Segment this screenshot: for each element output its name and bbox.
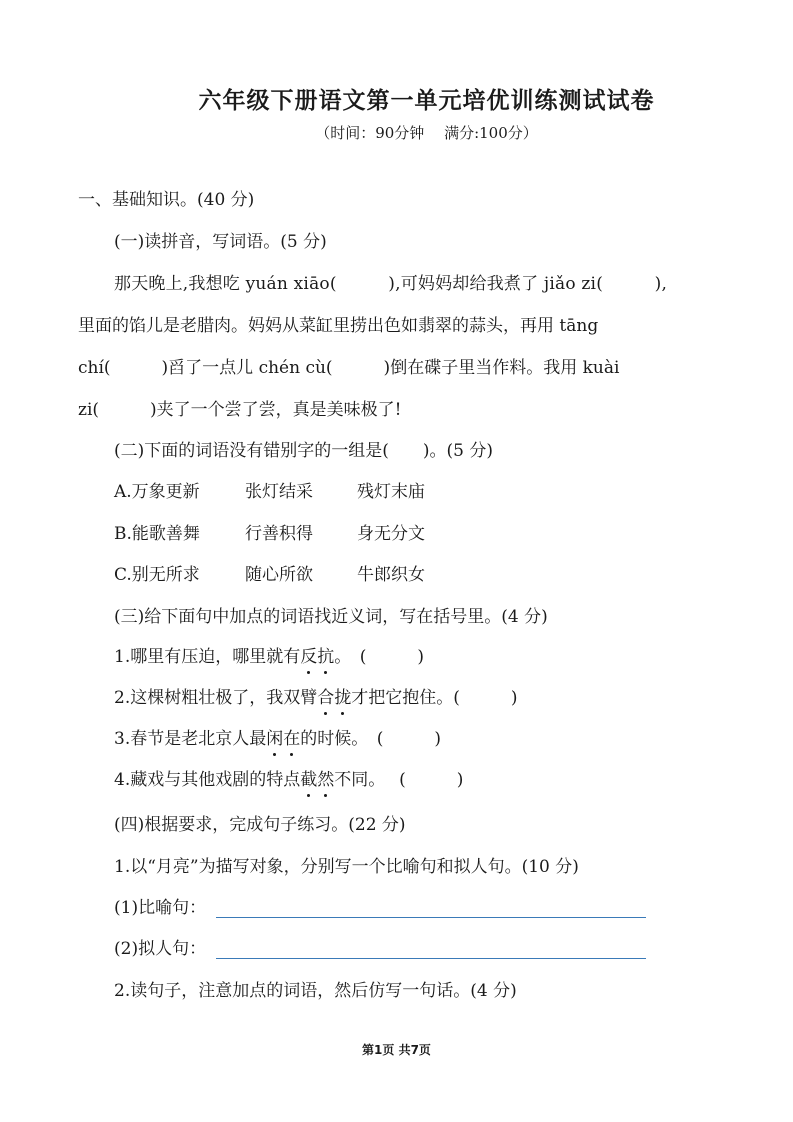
exam-subtitle: （时间：90分钟 满分:100分） [315, 124, 538, 142]
dotted-char: 截 [300, 770, 318, 790]
personification-answer-line[interactable] [216, 958, 646, 959]
section-heading: 一、基础知识。(40 分) [78, 190, 255, 210]
part3-item-2 [114, 686, 518, 710]
dotted-char: 合 [317, 688, 335, 708]
option-b-label: B.能歌善舞 [114, 524, 200, 544]
part3-item-3 [114, 727, 441, 751]
item-text: 的时候。 ( ) [300, 729, 441, 749]
part4-heading: (四)根据要求，完成句子练习。(22 分) [114, 815, 406, 835]
simile-label: (1)比喻句： [114, 898, 207, 918]
part1-line-2: 里面的馅儿是老腊肉。妈妈从菜缸里捞出色如翡翠的蒜头，再用 tāng [78, 316, 599, 336]
dotted-char: 抗 [317, 647, 335, 667]
option-b-word-3: 身无分文 [357, 524, 425, 544]
item-text: 不同。 ( ) [334, 770, 464, 790]
option-c-label: C.别无所求 [114, 565, 200, 585]
simile-answer-line[interactable] [216, 917, 646, 918]
item-text: 4.藏戏与其他戏剧的特点 [114, 770, 301, 790]
option-c-word-2: 随心所欲 [245, 565, 313, 585]
option-a-word-3: 残灯末庙 [357, 482, 425, 502]
part1-line-1: 那天晚上,我想吃 yuán xiāo( ),可妈妈却给我煮了 jiǎo zi( ), [114, 274, 668, 294]
item-text: 2.这棵树粗壮极了，我双臂 [114, 688, 318, 708]
part3-item-4 [114, 768, 463, 792]
item-text: 。 ( ) [334, 647, 424, 667]
dotted-word [300, 647, 334, 667]
part1-line-3: chí( )舀了一点儿 chén cù( )倒在碟子里当作料。我用 kuài [78, 358, 620, 378]
personification-label: (2)拟人句： [114, 939, 207, 959]
part1-heading: (一)读拼音，写词语。(5 分) [114, 232, 327, 252]
option-b-word-2: 行善积得 [245, 524, 313, 544]
part3-heading: (三)给下面句中加点的词语找近义词，写在括号里。(4 分) [114, 607, 548, 627]
option-a-word-2: 张灯结采 [245, 482, 313, 502]
dotted-word [317, 688, 351, 708]
part3-item-1 [114, 645, 424, 669]
dotted-word [300, 770, 334, 790]
item-text: 才把它抱住。( ) [351, 688, 518, 708]
item-text: 1.哪里有压迫，哪里就有 [114, 647, 301, 667]
dotted-char: 拢 [334, 688, 352, 708]
part4-question-1: 1.以“月亮”为描写对象，分别写一个比喻句和拟人句。(10 分) [114, 857, 579, 877]
part2-heading: (二)下面的词语没有错别字的一组是( )。(5 分) [114, 441, 494, 461]
option-c-word-3: 牛郎织女 [357, 565, 425, 585]
item-text: 3.春节是老北京人最 [114, 729, 267, 749]
part4-question-2: 2.读句子，注意加点的词语，然后仿写一句话。(4 分) [114, 981, 517, 1001]
dotted-char: 闲 [266, 729, 284, 749]
dotted-word [266, 729, 300, 749]
dotted-char: 在 [283, 729, 301, 749]
part1-line-4: zi( )夹了一个尝了尝，真是美味极了! [78, 400, 402, 420]
dotted-char: 然 [317, 770, 335, 790]
option-a-label: A.万象更新 [114, 482, 200, 502]
dotted-char: 反 [300, 647, 318, 667]
exam-title: 六年级下册语文第一单元培优训练测试试卷 [198, 88, 655, 114]
page-number: 第1页 共7页 [362, 1043, 431, 1057]
